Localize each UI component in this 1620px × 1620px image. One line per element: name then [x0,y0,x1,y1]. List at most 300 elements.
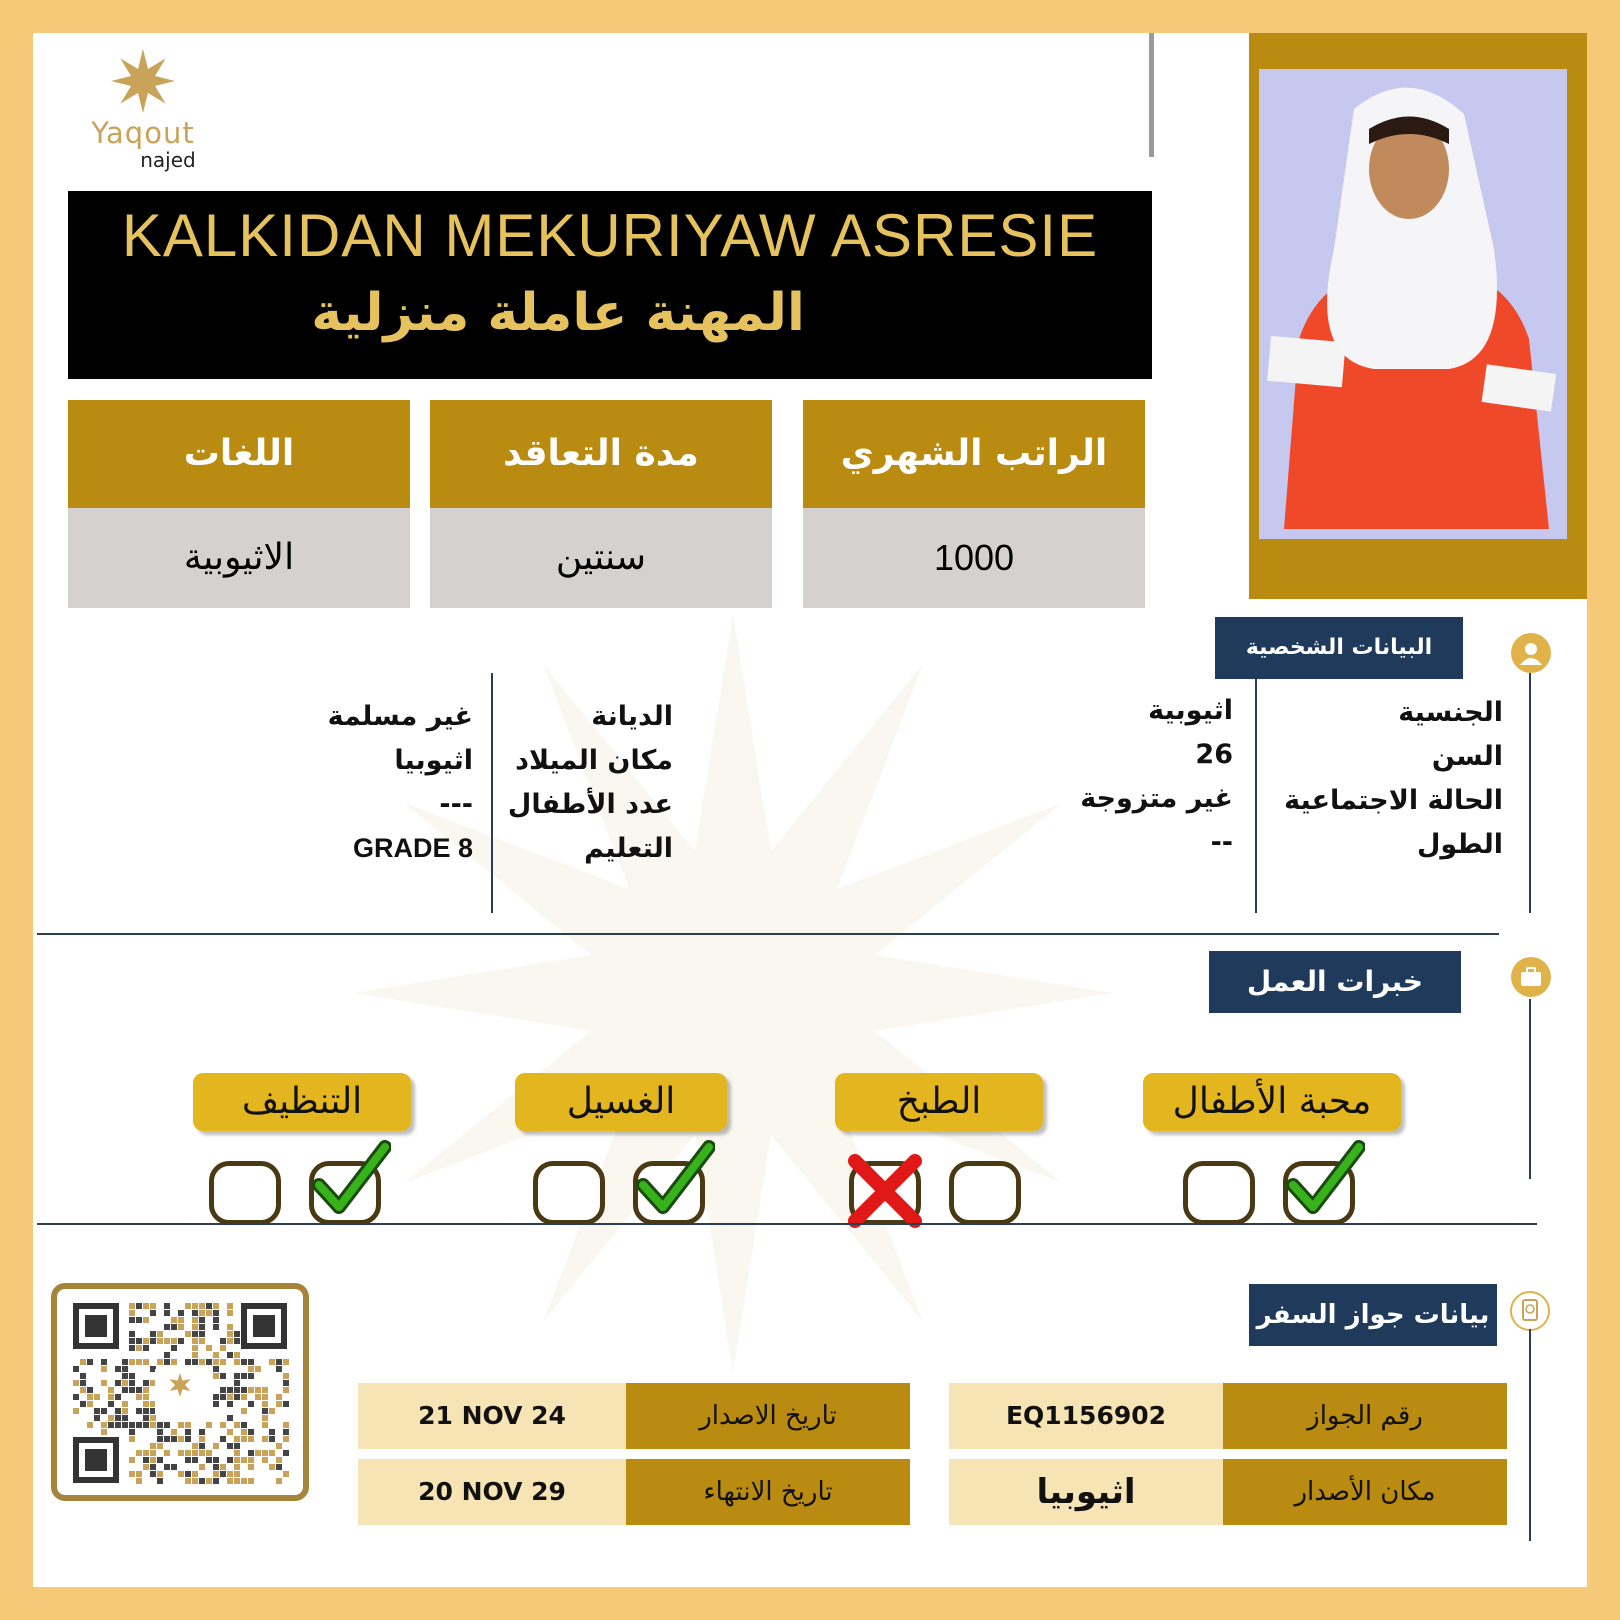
qr-module [262,1415,268,1421]
qr-module [227,1331,233,1337]
field-value: اثيوبية [1148,695,1233,726]
qr-module [199,1317,205,1323]
qr-module [213,1352,219,1358]
qr-module [199,1324,205,1330]
qr-module [213,1310,219,1316]
qr-module [143,1345,149,1351]
qr-module [220,1422,226,1428]
qr-module [248,1450,254,1456]
field-value: -- [1210,827,1233,858]
field-label: الطول [1416,829,1503,860]
qr-module [192,1331,198,1337]
qr-module [206,1457,212,1463]
qr-module [220,1471,226,1477]
qr-module [136,1345,142,1351]
qr-module [101,1366,107,1372]
qr-module [234,1471,240,1477]
field-label: السن [1431,741,1503,772]
qr-module [101,1380,107,1386]
qr-module [227,1443,233,1449]
qr-module [136,1478,142,1484]
qr-module [199,1338,205,1344]
section-divider [37,933,1499,935]
qr-module [192,1338,198,1344]
name-banner [68,191,1152,379]
qr-module [213,1394,219,1400]
qr-module [213,1359,219,1365]
qr-module [157,1443,163,1449]
qr-module [115,1422,121,1428]
qr-module [171,1345,177,1351]
qr-module [248,1359,254,1365]
qr-module [220,1373,226,1379]
qr-module [276,1366,282,1372]
qr-module [115,1394,121,1400]
qr-module [171,1338,177,1344]
qr-module [206,1303,212,1309]
qr-module [143,1457,149,1463]
qr-module [122,1422,128,1428]
person-icon [1511,633,1551,673]
field-label: التعليم [584,833,673,864]
qr-module [94,1394,100,1400]
qr-module [150,1415,156,1421]
logo-text-secondary: najed [140,148,196,172]
qr-module [157,1422,163,1428]
qr-module [220,1387,226,1393]
qr-module [73,1366,79,1372]
qr-module [248,1429,254,1435]
qr-module [262,1408,268,1414]
qr-module [157,1471,163,1477]
qr-module [220,1436,226,1442]
qr-module [185,1436,191,1442]
qr-module [206,1450,212,1456]
qr-module [164,1338,170,1344]
qr-module [150,1303,156,1309]
candidate-figure [1259,69,1567,539]
passport-issue-label: تاريخ الاصدار [626,1383,910,1449]
qr-module [269,1429,275,1435]
field-label: الحالة الاجتماعية [1284,785,1503,816]
skill-washing: الغسيل [515,1073,727,1131]
qr-module [241,1436,247,1442]
qr-module [164,1422,170,1428]
qr-module [129,1338,135,1344]
qr-module [213,1373,219,1379]
qr-module [234,1443,240,1449]
qr-module [136,1394,142,1400]
passport-place-value: اثيوبيا [949,1459,1223,1525]
qr-module [87,1359,93,1365]
qr-module [192,1352,198,1358]
qr-module [150,1464,156,1470]
qr-module [234,1373,240,1379]
qr-module [241,1359,247,1365]
qr-module [129,1331,135,1337]
qr-module [171,1324,177,1330]
qr-module [150,1338,156,1344]
qr-module [136,1338,142,1344]
qr-module [283,1401,289,1407]
checkmark-icon [635,1137,715,1217]
qr-module [115,1408,121,1414]
info-box-contract [430,400,772,608]
qr-module [185,1478,191,1484]
personal-values-left [273,701,473,877]
section-title-passport: بيانات جواز السفر [1249,1284,1497,1346]
qr-module [143,1450,149,1456]
qr-module [241,1373,247,1379]
qr-module [213,1324,219,1330]
qr-module [269,1408,275,1414]
passport-row-place [949,1459,1507,1525]
field-value: غير متزوجة [1080,783,1233,814]
qr-module [220,1359,226,1365]
qr-module [199,1464,205,1470]
briefcase-icon [1511,957,1551,997]
qr-module [227,1478,233,1484]
qr-module [241,1422,247,1428]
qr-module [164,1303,170,1309]
qr-module [178,1450,184,1456]
qr-module [108,1415,114,1421]
qr-module [227,1303,233,1309]
qr-module [234,1338,240,1344]
top-divider [1149,33,1154,157]
qr-module [157,1457,163,1463]
qr-module [122,1408,128,1414]
qr-module [192,1471,198,1477]
cross-icon [845,1151,925,1231]
qr-module [157,1338,163,1344]
qr-module [241,1429,247,1435]
qr-module [178,1317,184,1323]
section-rail-personal [1529,673,1531,913]
qr-module [157,1429,163,1435]
qr-module [269,1464,275,1470]
qr-code-image [57,1289,303,1495]
qr-module [255,1450,261,1456]
qr-module [192,1317,198,1323]
qr-module [255,1394,261,1400]
passport-number-label: رقم الجواز [1223,1383,1507,1449]
qr-module [213,1471,219,1477]
qr-module [283,1422,289,1428]
qr-module [248,1387,254,1393]
qr-module [87,1387,93,1393]
field-value: 26 [1195,739,1233,770]
qr-module [129,1387,135,1393]
qr-module [73,1408,79,1414]
qr-module [192,1443,198,1449]
brand-logo [68,41,218,176]
qr-module [143,1303,149,1309]
qr-module [150,1471,156,1477]
qr-module [129,1429,135,1435]
qr-module [94,1415,100,1421]
qr-module [150,1457,156,1463]
qr-module [192,1457,198,1463]
qr-module [199,1436,205,1442]
qr-module [262,1401,268,1407]
passport-row-issue [358,1383,910,1449]
personal-values-right [1023,695,1233,871]
qr-module [150,1310,156,1316]
info-box-label: مدة التعاقد [430,400,772,508]
qr-module [213,1317,219,1323]
qr-module [199,1303,205,1309]
qr-module [115,1366,121,1372]
passport-place-label: مكان الأصدار [1223,1459,1507,1525]
qr-module [143,1408,149,1414]
skill-childcare: محبة الأطفال [1143,1073,1401,1131]
qr-module [122,1366,128,1372]
field-label: الديانة [591,701,673,732]
qr-module [199,1443,205,1449]
qr-module [227,1352,233,1358]
qr-module [80,1387,86,1393]
qr-module [220,1338,226,1344]
qr-module [171,1436,177,1442]
passport-row-expiry [358,1459,910,1525]
qr-module [262,1387,268,1393]
qr-module [164,1464,170,1470]
qr-module [136,1450,142,1456]
section-rail-passport [1529,1329,1531,1541]
qr-module [164,1359,170,1365]
qr-module [227,1324,233,1330]
skill-cleaning: التنظيف [193,1073,411,1131]
info-box-languages [68,400,410,608]
qr-module [164,1436,170,1442]
qr-module [199,1331,205,1337]
section-rail-experience [1529,999,1531,1179]
checkbox-empty[interactable] [949,1161,1021,1225]
qr-module [234,1387,240,1393]
qr-module [206,1478,212,1484]
personal-labels-left [473,701,673,877]
qr-module [122,1415,128,1421]
passport-number-value: EQ1156902 [949,1383,1223,1449]
qr-module [143,1464,149,1470]
qr-module [283,1359,289,1365]
qr-module [122,1401,128,1407]
qr-module [80,1373,86,1379]
qr-module [227,1387,233,1393]
qr-module [143,1387,149,1393]
qr-module [171,1464,177,1470]
field-value: اثيوبيا [394,745,473,776]
passport-row-number [949,1383,1507,1449]
qr-module [136,1471,142,1477]
qr-module [269,1359,275,1365]
logo-star-icon [68,41,218,116]
qr-module [87,1394,93,1400]
qr-module [234,1436,240,1442]
qr-module [150,1443,156,1449]
qr-module [129,1359,135,1365]
column-divider-right [1255,679,1257,913]
qr-module [87,1401,93,1407]
qr-module [73,1394,79,1400]
qr-module [262,1450,268,1456]
qr-module [234,1450,240,1456]
qr-module [283,1436,289,1442]
qr-module [178,1436,184,1442]
checkbox-empty[interactable] [209,1161,281,1225]
qr-module [213,1366,219,1372]
field-value: --- [439,789,473,820]
qr-module [129,1422,135,1428]
qr-module [262,1394,268,1400]
qr-module [248,1464,254,1470]
qr-module [143,1338,149,1344]
qr-module [213,1443,219,1449]
passport-expiry-label: تاريخ الانتهاء [626,1459,910,1525]
qr-module [136,1317,142,1323]
qr-module [206,1359,212,1365]
qr-module [283,1450,289,1456]
qr-module [143,1394,149,1400]
qr-module [129,1471,135,1477]
qr-module [136,1359,142,1365]
info-box-salary [803,400,1145,608]
qr-module [171,1429,177,1435]
qr-module [248,1366,254,1372]
qr-module [192,1303,198,1309]
qr-module [150,1422,156,1428]
qr-module [220,1345,226,1351]
qr-module [129,1373,135,1379]
qr-module [262,1422,268,1428]
qr-module [276,1478,282,1484]
qr-module [129,1310,135,1316]
qr-module [192,1345,198,1351]
field-value: GRADE 8 [352,833,473,863]
qr-module [234,1464,240,1470]
qr-module [255,1366,261,1372]
qr-module [241,1387,247,1393]
qr-module [136,1422,142,1428]
qr-module [171,1359,177,1365]
section-divider [37,1223,1537,1225]
qr-module [192,1359,198,1365]
qr-module [262,1436,268,1442]
qr-module [241,1478,247,1484]
qr-module [241,1408,247,1414]
passport-issue-value: 21 NOV 24 [358,1383,626,1449]
qr-module [234,1352,240,1358]
cv-card [33,33,1587,1587]
qr-module [213,1464,219,1470]
qr-module [283,1471,289,1477]
qr-module [80,1380,86,1386]
qr-module [276,1394,282,1400]
section-title-personal: البيانات الشخصية [1215,617,1463,679]
qr-module [108,1401,114,1407]
qr-module [227,1401,233,1407]
qr-module [150,1450,156,1456]
qr-module [129,1345,135,1351]
qr-module [115,1415,121,1421]
qr-module [255,1387,261,1393]
qr-module [143,1415,149,1421]
qr-module [283,1387,289,1393]
qr-module [283,1373,289,1379]
qr-module [178,1471,184,1477]
qr-module [157,1436,163,1442]
qr-module [178,1422,184,1428]
qr-module [157,1359,163,1365]
qr-module [101,1359,107,1365]
qr-module [262,1457,268,1463]
qr-module [143,1380,149,1386]
qr-module [248,1457,254,1463]
candidate-photo [1259,69,1567,539]
qr-module [108,1394,114,1400]
section-title-experience: خبرات العمل [1209,951,1461,1013]
passport-icon [1510,1291,1550,1331]
checkbox-empty[interactable] [1183,1161,1255,1225]
qr-module [234,1422,240,1428]
qr-code[interactable] [51,1283,309,1501]
qr-module [164,1324,170,1330]
qr-module [227,1394,233,1400]
qr-module [150,1331,156,1337]
qr-module [248,1436,254,1442]
qr-module [248,1401,254,1407]
qr-module [129,1436,135,1442]
qr-module [227,1429,233,1435]
checkbox-empty[interactable] [533,1161,605,1225]
qr-module [234,1394,240,1400]
qr-module [220,1464,226,1470]
qr-module [136,1408,142,1414]
qr-module [276,1443,282,1449]
qr-module [87,1422,93,1428]
qr-module [227,1310,233,1316]
personal-labels-right [1263,697,1503,873]
qr-module [220,1394,226,1400]
qr-module [185,1359,191,1365]
qr-module [101,1429,107,1435]
skill-cooking: الطبخ [835,1073,1043,1131]
qr-module [101,1422,107,1428]
qr-module [129,1303,135,1309]
qr-module [234,1380,240,1386]
qr-module [276,1464,282,1470]
qr-module [136,1303,142,1309]
qr-module [122,1373,128,1379]
qr-module [185,1303,191,1309]
qr-module [185,1471,191,1477]
info-box-value: الاثيوبية [68,508,410,608]
qr-module [171,1317,177,1323]
info-box-label: اللغات [68,400,410,508]
qr-module [94,1408,100,1414]
qr-module [178,1324,184,1330]
qr-module [108,1422,114,1428]
qr-module [185,1331,191,1337]
qr-module [157,1331,163,1337]
qr-module [122,1359,128,1365]
qr-module [234,1331,240,1337]
field-label: مكان الميلاد [515,745,673,776]
qr-module [185,1429,191,1435]
field-label: الجنسية [1398,697,1503,728]
qr-module [108,1387,114,1393]
